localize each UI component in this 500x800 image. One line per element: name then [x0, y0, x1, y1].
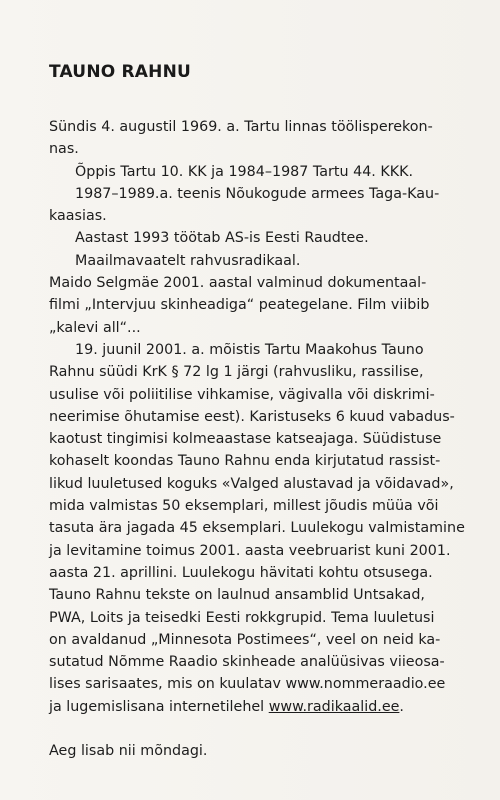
text-line: nas.: [49, 141, 79, 158]
text-line: Maido Selgmäe 2001. aastal valminud dokumentaal-: [49, 275, 427, 292]
text-line: 19. juunil 2001. a. mõistis Tartu Maakohus Tauno: [75, 341, 424, 358]
text-line: likud luuletused kogukѕ «Valged alustavad ja võidavad»,: [49, 475, 454, 492]
text-line: PWA, Loits ja teisedki Eesti rokkgrupid. Tema luuletusi: [49, 609, 435, 626]
text-line: kaasias.: [49, 208, 107, 225]
text-line: on avaldanud „Minnesota Postimees“, veel on neid ka-: [49, 631, 441, 648]
text-line-with-link: [49, 696, 469, 718]
text-line: usulise või poliitilise vihkamise, vägivalla või diskrimi-: [49, 386, 435, 403]
text-line: filmi „Intervjuu skinheadiga“ peategelane. Film viibib: [49, 297, 430, 314]
radikaalid-link[interactable]: www.radikaalid.ee: [268, 698, 400, 715]
biography-text: [49, 116, 469, 762]
text-line: kohaselt koondas Tauno Rahnu enda kirjutatud rassist-: [49, 453, 441, 470]
text-line: ja levitamine toimus 2001. aasta veebruarist kuni 2001.: [49, 542, 451, 559]
text-line: mida valmistas 50 eksemplari, millest jõudis müüa või: [49, 498, 439, 515]
text-line: „kalevi all“...: [49, 319, 141, 336]
text-line: Rahnu süüdi KrK § 72 lg 1 järgi (rahvusliku, rassilise,: [49, 364, 424, 381]
text-line: neerimise õhutamise eest). Karistuseks 6 kuud vabadus-: [49, 408, 455, 425]
text-line: Maailmavaatelt rahvusradikaal.: [75, 252, 301, 269]
text-line: aasta 21. aprillini. Luulekogu hävitati kohtu otsusega.: [49, 564, 433, 581]
page-title: TAUNO RAHNU: [49, 62, 192, 82]
closing-line: Aeg lisab nii mõndagi.: [49, 743, 208, 760]
text-line: 1987–1989.a. teenis Nõukogude armees Taga-Kau-: [75, 185, 440, 202]
text-line: ja lugemislisana internetilehel: [49, 698, 265, 715]
text-line: Tauno Rahnu tekste on laulnud ansamblid Untsakad,: [49, 587, 425, 604]
text-line: Aastast 1993 töötab AS-is Eesti Raudtee.: [75, 230, 369, 247]
text-line: lises sarisaates, mis on kuulatav www.nommeraadio.ee: [49, 676, 446, 693]
text-line: Sündis 4. augustil 1969. a. Tartu linnas töölisperekon-: [49, 119, 433, 135]
paragraph-gap: [49, 718, 469, 740]
text-line: sutatud Nõmme Raadio skinheade analüüsivas viieosa-: [49, 654, 445, 671]
text-line: Õppis Tartu 10. KK ja 1984–1987 Tartu 44. KKK.: [75, 163, 414, 180]
text-line: kaotust tingimisi kolmeaastase katseajaga. Süüdistuse: [49, 431, 442, 448]
text-line: tasuta ära jagada 45 eksemplari. Luulekogu valmistamine: [49, 520, 465, 537]
link-suffix: .: [399, 698, 404, 715]
